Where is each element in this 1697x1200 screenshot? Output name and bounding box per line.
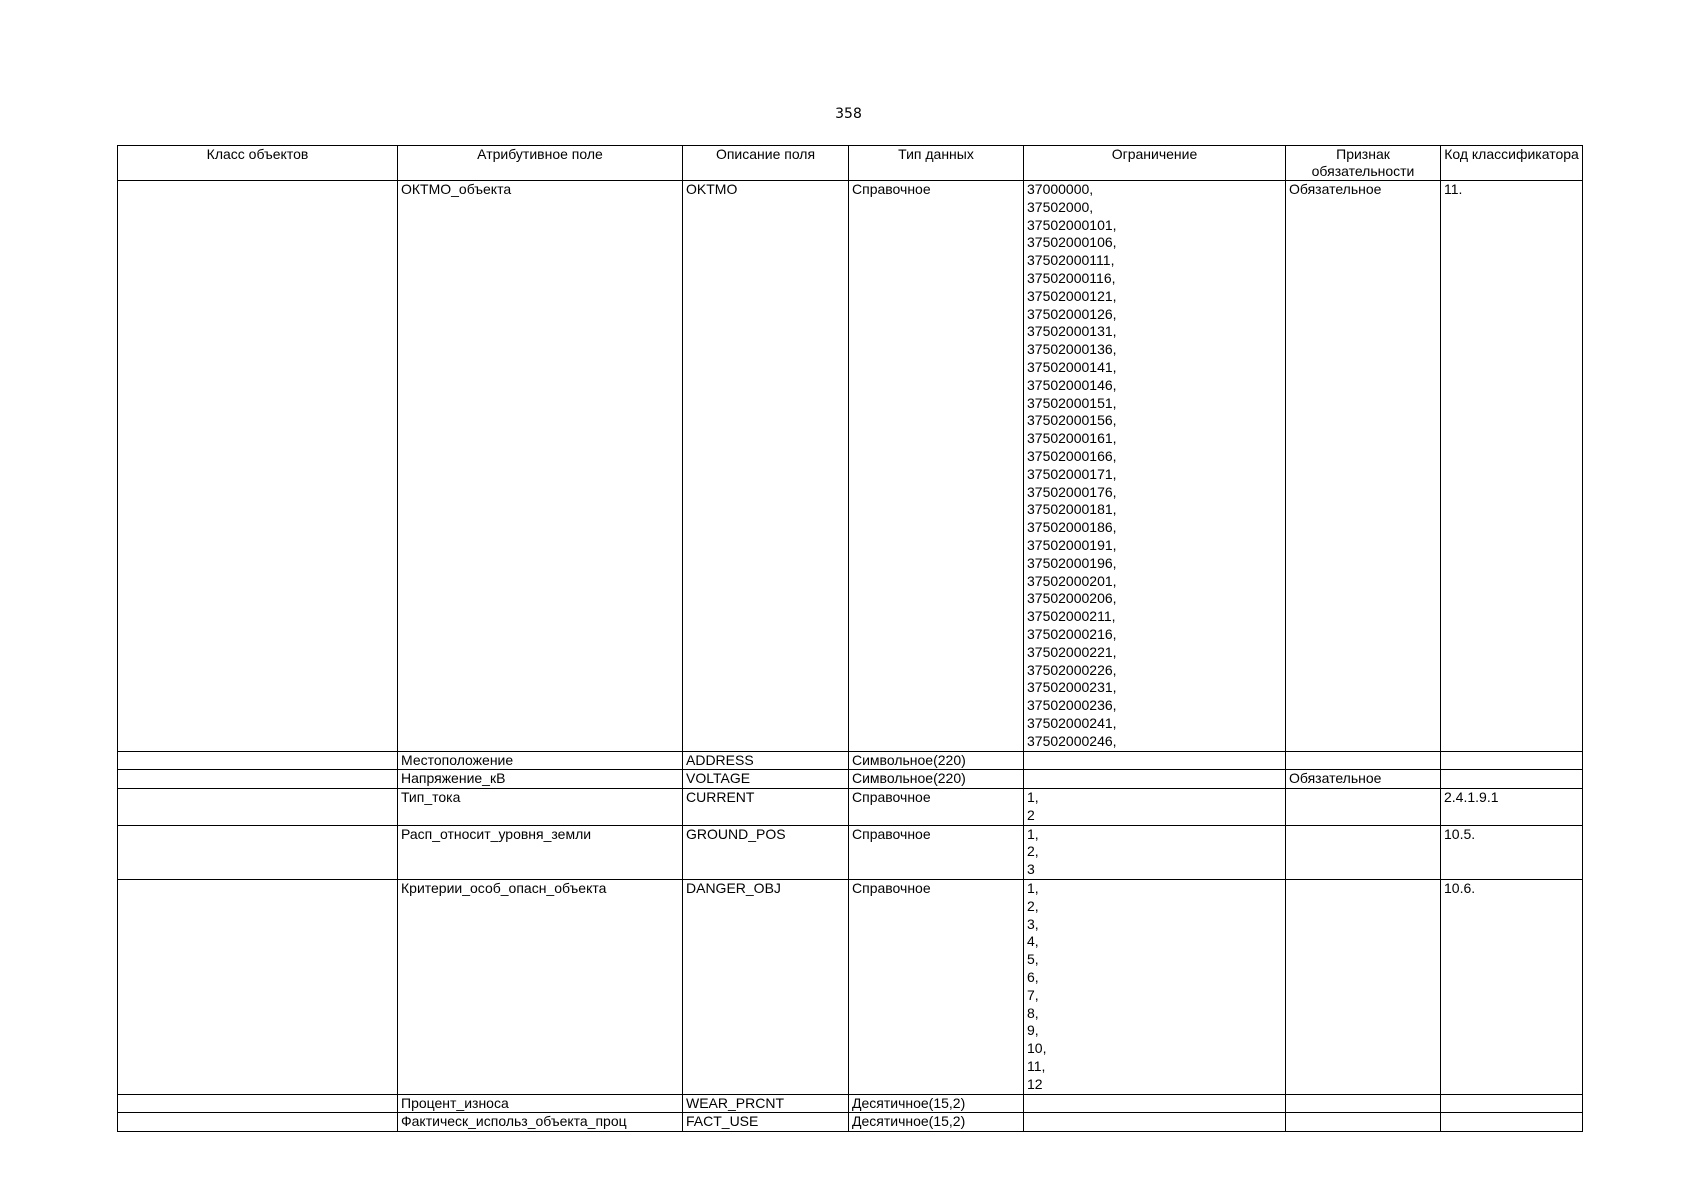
cell-class xyxy=(118,751,398,770)
cell-constraint: 1, 2 xyxy=(1024,789,1286,826)
table-row xyxy=(118,181,1583,752)
cell-required: Обязательное xyxy=(1286,770,1441,789)
cell-field: Процент_износа xyxy=(398,1094,683,1113)
cell-class xyxy=(118,825,398,879)
cell-field: Напряжение_кВ xyxy=(398,770,683,789)
cell-type: Десятичное(15,2) xyxy=(849,1113,1024,1132)
cell-field: Фактическ_использ_объекта_проц xyxy=(398,1113,683,1132)
cell-required xyxy=(1286,880,1441,1095)
cell-description: GROUND_POS xyxy=(683,825,849,879)
cell-class xyxy=(118,181,398,752)
column-header: Класс объектов xyxy=(118,146,398,181)
table-row xyxy=(118,770,1583,789)
column-header: Код классификатора xyxy=(1441,146,1583,181)
table-row xyxy=(118,825,1583,879)
cell-constraint xyxy=(1024,1094,1286,1113)
cell-type: Справочное xyxy=(849,880,1024,1095)
cell-required xyxy=(1286,789,1441,826)
cell-description: VOLTAGE xyxy=(683,770,849,789)
table-row xyxy=(118,751,1583,770)
cell-code: 10.5. xyxy=(1441,825,1583,879)
cell-description: ADDRESS xyxy=(683,751,849,770)
cell-class xyxy=(118,789,398,826)
attribute-table xyxy=(117,145,1583,1132)
cell-constraint: 1, 2, 3, 4, 5, 6, 7, 8, 9, 10, 11, 12 xyxy=(1024,880,1286,1095)
table-header-row xyxy=(118,146,1583,181)
cell-constraint xyxy=(1024,770,1286,789)
table-row xyxy=(118,1094,1583,1113)
column-header: Признак обязательности xyxy=(1286,146,1441,181)
cell-class xyxy=(118,770,398,789)
column-header: Описание поля xyxy=(683,146,849,181)
cell-field: Расп_относит_уровня_земли xyxy=(398,825,683,879)
cell-type: Символьное(220) xyxy=(849,751,1024,770)
cell-required xyxy=(1286,825,1441,879)
cell-code: 10.6. xyxy=(1441,880,1583,1095)
column-header: Атрибутивное поле xyxy=(398,146,683,181)
column-header: Тип данных xyxy=(849,146,1024,181)
cell-class xyxy=(118,880,398,1095)
cell-required xyxy=(1286,1113,1441,1132)
cell-description: CURRENT xyxy=(683,789,849,826)
cell-code xyxy=(1441,751,1583,770)
cell-constraint xyxy=(1024,751,1286,770)
cell-field: Местоположение xyxy=(398,751,683,770)
cell-field: Тип_тока xyxy=(398,789,683,826)
cell-required xyxy=(1286,751,1441,770)
cell-class xyxy=(118,1094,398,1113)
cell-code xyxy=(1441,1094,1583,1113)
cell-code xyxy=(1441,770,1583,789)
cell-class xyxy=(118,1113,398,1132)
table-body xyxy=(118,181,1583,1132)
cell-field: ОКТМО_объекта xyxy=(398,181,683,752)
table-row xyxy=(118,789,1583,826)
table-row xyxy=(118,1113,1583,1132)
cell-type: Десятичное(15,2) xyxy=(849,1094,1024,1113)
cell-description: WEAR_PRCNT xyxy=(683,1094,849,1113)
cell-constraint: 37000000, 37502000, 37502000101, 37502000106, 37502000111, 37502000116, 37502000121, 37502000126, 37502000131, 37502000136, 37502000141, 37502000146, 37502000151, 37502000156, 37502000161, 37502000166, 37502000171, 37502000176, 37502000181, 37502000186, 37502000191, 37502000196, 37502000201, 37502000206, 37502000211, 37502000216, 37502000221, 37502000226, 37502000231, 37502000236, 37502000241, 37502000246, xyxy=(1024,181,1286,752)
cell-type: Символьное(220) xyxy=(849,770,1024,789)
cell-code: 2.4.1.9.1 xyxy=(1441,789,1583,826)
table-row xyxy=(118,880,1583,1095)
cell-description: DANGER_OBJ xyxy=(683,880,849,1095)
cell-constraint xyxy=(1024,1113,1286,1132)
cell-required xyxy=(1286,1094,1441,1113)
cell-field: Критерии_особ_опасн_объекта xyxy=(398,880,683,1095)
cell-required: Обязательное xyxy=(1286,181,1441,752)
column-header: Ограничение xyxy=(1024,146,1286,181)
cell-type: Справочное xyxy=(849,181,1024,752)
cell-type: Справочное xyxy=(849,789,1024,826)
cell-constraint: 1, 2, 3 xyxy=(1024,825,1286,879)
cell-description: FACT_USE xyxy=(683,1113,849,1132)
cell-code xyxy=(1441,1113,1583,1132)
cell-code: 11. xyxy=(1441,181,1583,752)
cell-description: OKTMO xyxy=(683,181,849,752)
page-number: 358 xyxy=(835,106,862,122)
cell-type: Справочное xyxy=(849,825,1024,879)
